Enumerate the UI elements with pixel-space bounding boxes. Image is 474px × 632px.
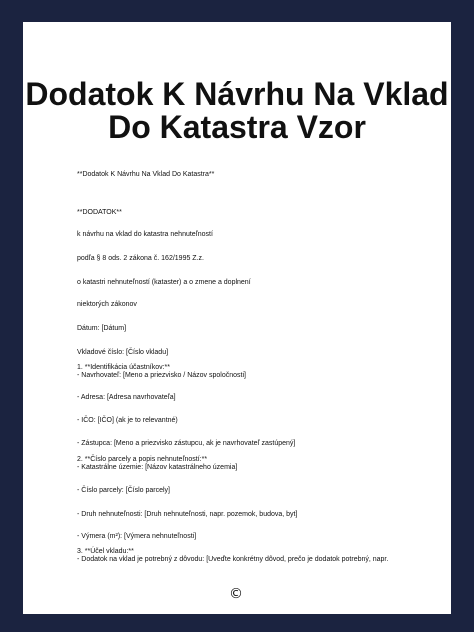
doc-section-heading: 3. **Účel vkladu:** bbox=[77, 548, 134, 555]
document-title: Dodatok K Návrhu Na Vklad Do Katastra Vzor bbox=[25, 76, 449, 145]
doc-field-line: - Adresa: [Adresa navrhovateľa] bbox=[77, 394, 176, 401]
doc-number-line: Vkladové číslo: [Číslo vkladu] bbox=[77, 349, 169, 356]
doc-field-line: - Zástupca: [Meno a priezvisko zástupcu, ak je navrhovateľ zastúpený] bbox=[77, 440, 296, 447]
doc-field-line: - Navrhovateľ: [Meno a priezvisko / Názov spoločnosti] bbox=[77, 372, 246, 379]
doc-field-line: - IČO: [IČO] (ak je to relevantné) bbox=[77, 417, 178, 424]
doc-field-line: - Dodatok na vklad je potrebný z dôvodu: [Uveďte konkrétny dôvod, prečo je dodatok potrebný, napr. bbox=[77, 556, 389, 563]
doc-text-line: podľa § 8 ods. 2 zákona č. 162/1995 Z.z. bbox=[77, 255, 204, 262]
doc-heading-line: **Dodatok K Návrhu Na Vklad Do Katastra** bbox=[77, 171, 215, 178]
doc-section-heading: 1. **Identifikácia účastníkov:** bbox=[77, 364, 170, 371]
doc-field-line: - Druh nehnuteľnosti: [Druh nehnuteľnosti, napr. pozemok, budova, byt] bbox=[77, 511, 298, 518]
doc-field-line: - Katastrálne územie: [Názov katastrálneho územia] bbox=[77, 464, 238, 471]
doc-text-line: k návrhu na vklad do katastra nehnuteľností bbox=[77, 231, 213, 238]
doc-date-line: Dátum: [Dátum] bbox=[77, 325, 127, 332]
doc-text-line: niektorých zákonov bbox=[77, 301, 137, 308]
doc-field-line: - Číslo parcely: [Číslo parcely] bbox=[77, 487, 170, 494]
document-page bbox=[23, 22, 451, 614]
doc-field-line: - Výmera (m²): [Výmera nehnuteľnosti] bbox=[77, 533, 197, 540]
doc-text-line: o katastri nehnuteľností (kataster) a o zmene a doplnení bbox=[77, 279, 251, 286]
doc-section-heading: 2. **Číslo parcely a popis nehnuteľností:** bbox=[77, 456, 208, 463]
doc-subheading-line: **DODATOK** bbox=[77, 209, 122, 216]
copyright-icon: © bbox=[229, 586, 243, 602]
